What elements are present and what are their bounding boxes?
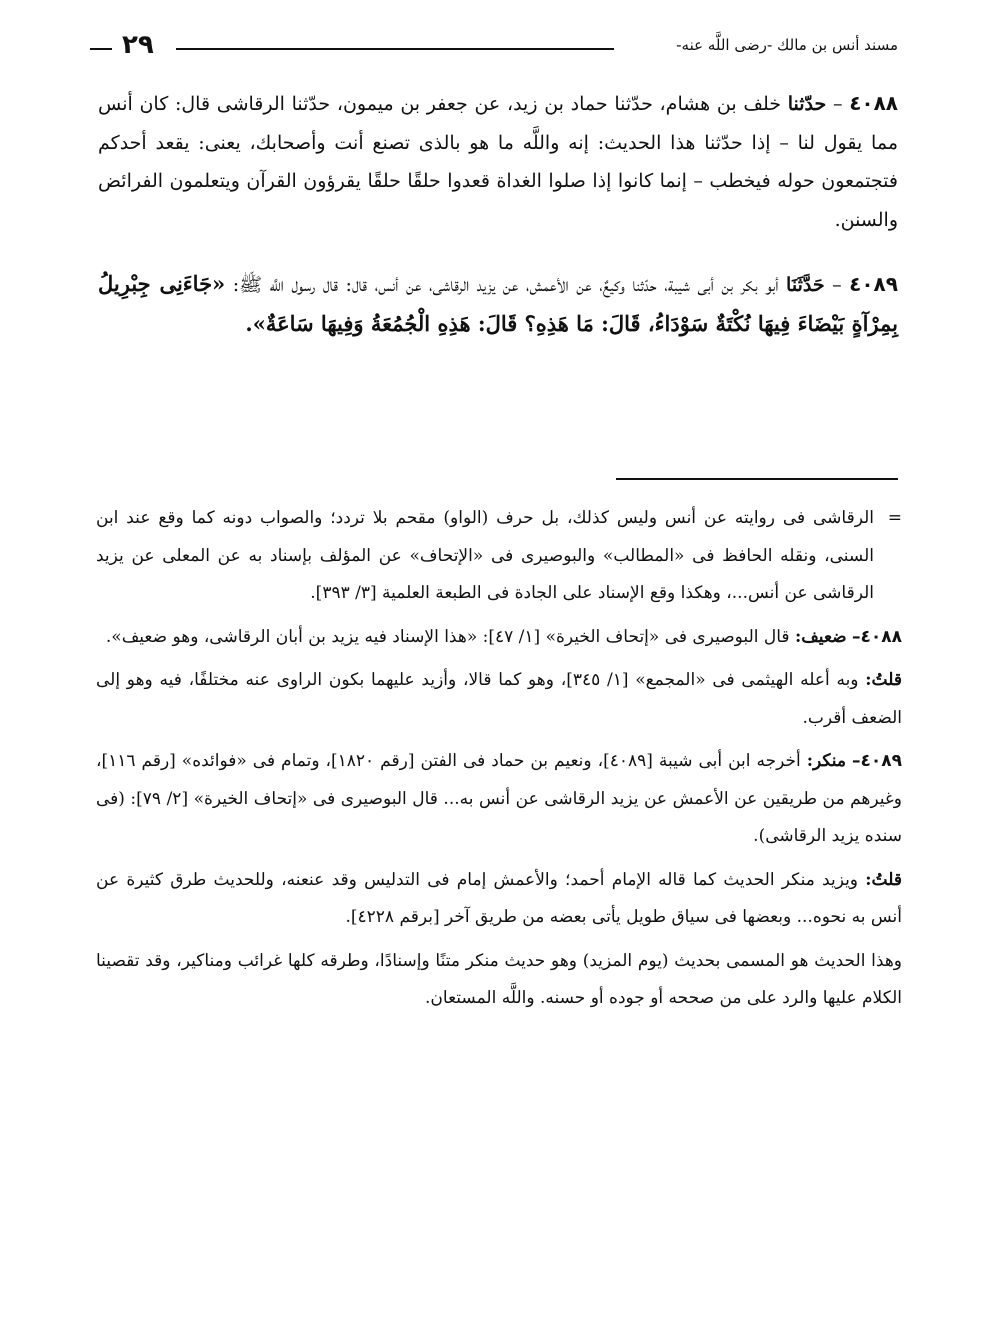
main-text <box>98 84 898 370</box>
footnote-separator <box>616 478 898 480</box>
header-dash <box>90 48 112 50</box>
footnote-4089-comment <box>96 862 902 937</box>
footnote-grade: منكر: <box>806 751 847 771</box>
running-title: مسند أنس بن مالك -رضى اللَّه عنه- <box>676 36 898 54</box>
header-rule <box>176 48 614 50</box>
hadith-lead: حَدَّثَنَا <box>786 274 825 296</box>
qult-label: قلتُ: <box>865 670 902 690</box>
footnote-4089 <box>96 743 902 856</box>
footnote-4088 <box>96 619 902 657</box>
footnote-text: أخرجه ابن أبى شيبة [٤٠٨٩]، ونعيم بن حماد فى الفتن [رقم ١٨٢٠]، وتمام فى «فوائده» [رقم ١١٦]، وغيرهم من طريقين عن الأعمش عن يزيد الرقاشى عن أنس به... قال البوصيرى فى «إتحاف الخيرة» [٢/ ٧٩]: (فى سنده يزيد الرقاشى). <box>96 751 902 846</box>
footnote-number: ٤٠٨٩– <box>852 751 903 771</box>
qult-text: وبه أعله الهيثمى فى «المجمع» [١/ ٣٤٥]، وهو كما قالا، وأزيد عليهما بكون الراوى عنه مختلفًا، فيه وهو إلى الضعف أقرب. <box>96 670 902 728</box>
continuation-marker: = <box>887 508 902 528</box>
footnote-continuation <box>96 500 902 613</box>
footnote-4089-closing <box>96 943 902 1018</box>
hadith-number: ٤٠٨٩ <box>849 272 898 296</box>
page-number: ٢٩ <box>122 30 154 60</box>
footnote-grade: ضعيف: <box>794 626 847 647</box>
hadith-4089: ٤٠٨٩ – حَدَّثَنَا أبو بكر بن أبى شيبة، حدّثنا وكيعٌ، عن الأعمش، عن يزيد الرقاشى، عن أنس، قال: قال رسول اللَّه ﷺ: «جَاءَنِى جِبْرِيلُ بِمِرْآةٍ بَيْضَاءَ فِيهَا نُكْتَةٌ سَوْدَاءُ، قَالَ: مَا هَذِهِ؟ قَالَ: هَذِهِ الْجُمُعَةُ وَفِيهَا سَاعَةٌ». <box>98 271 898 336</box>
continuation-text: الرقاشى فى روايته عن أنس وليس كذلك، بل حرف (الواو) مقحم بلا تردد؛ والصواب دونه كما وقع عند ابن السنى، ونقله الحافظ فى «المطالب» والبوصيرى فى «الإتحاف» عن المؤلف بإسناد به عن المعلى عن يزيد الرقاشى عن أنس...، وهكذا وقع الإسناد على الجادة فى الطبعة العلمية [٣/ ٣٩٣]. <box>96 508 874 603</box>
page-header <box>90 28 898 68</box>
qult-text: ويزيد منكر الحديث كما قاله الإمام أحمد؛ والأعمش إمام فى التدليس وقد عنعنه، وللحديث طرق كثيرة عن أنس به نحوه... وبعضها فى سياق طويل يأتى بعضه من طريق آخر [برقم ٤٢٢٨]. <box>96 869 902 927</box>
hadith-text: أبو بكر بن أبى شيبة، حدّثنا وكيعٌ، عن الأعمش، عن يزيد الرقاشى، عن أنس، قال: قال رسول اللَّه ﷺ: <box>225 274 779 296</box>
qult-label: قلتُ: <box>865 869 903 890</box>
hadith-4088: ٤٠٨٨ – حدّثنا خلف بن هشام، حدّثنا حماد بن زيد، عن جعفر بن ميمون، حدّثنا الرقاشى قال: كان أنس مما يقول لنا – إذا حدّثنا هذا الحديث: إنه واللَّه ما هو بالذى تصنع أنت وأصحابك، يعنى: يقعد أحدكم فتجتمعون حوله فيخطب – إنما كانوا إذا صلوا الغداة قعدوا حلقًا حلقًا يقرؤون القرآن ويتعلمون الفرائض والسنن. <box>98 91 899 231</box>
hadith-number: ٤٠٨٨ <box>849 91 899 115</box>
footnote-text: قال البوصيرى فى «إتحاف الخيرة» [١/ ٤٧]: «هذا الإسناد فيه يزيد بن أبان الرقاشى، وهو ضعيف». <box>105 626 790 647</box>
footnote-4088-comment <box>96 662 902 737</box>
hadith-lead: حدّثنا <box>787 93 827 115</box>
closing-text: وهذا الحديث هو المسمى بحديث (يوم المزيد) وهو حديث منكر متنًا وإسنادًا، وطرقه كلها غرائب ومناكير، وقد تقصينا الكلام عليها والرد على من صححه أو جوده أو حسنه. واللَّه المستعان. <box>96 950 902 1008</box>
hadith-matn: «جَاءَنِى جِبْرِيلُ بِمِرْآةٍ بَيْضَاءَ فِيهَا نُكْتَةٌ سَوْدَاءُ، قَالَ: مَا هَذِهِ؟ قَالَ: هَذِهِ الْجُمُعَةُ وَفِيهَا سَاعَةٌ». <box>98 271 898 336</box>
hadith-text: خلف بن هشام، حدّثنا حماد بن زيد، عن جعفر بن ميمون، حدّثنا الرقاشى قال: كان أنس مما يقول لنا – إذا حدّثنا هذا الحديث: إنه واللَّه ما هو بالذى تصنع أنت وأصحابك، يعنى: يقعد أحدكم فتجتمعون حوله فيخطب – إنما كانوا إذا صلوا الغداة قعدوا حلقًا حلقًا يقرؤون القرآن ويتعلمون الفرائض والسنن. <box>98 93 898 231</box>
footnotes <box>96 500 902 1024</box>
footnote-number: ٤٠٨٨– <box>851 626 902 647</box>
